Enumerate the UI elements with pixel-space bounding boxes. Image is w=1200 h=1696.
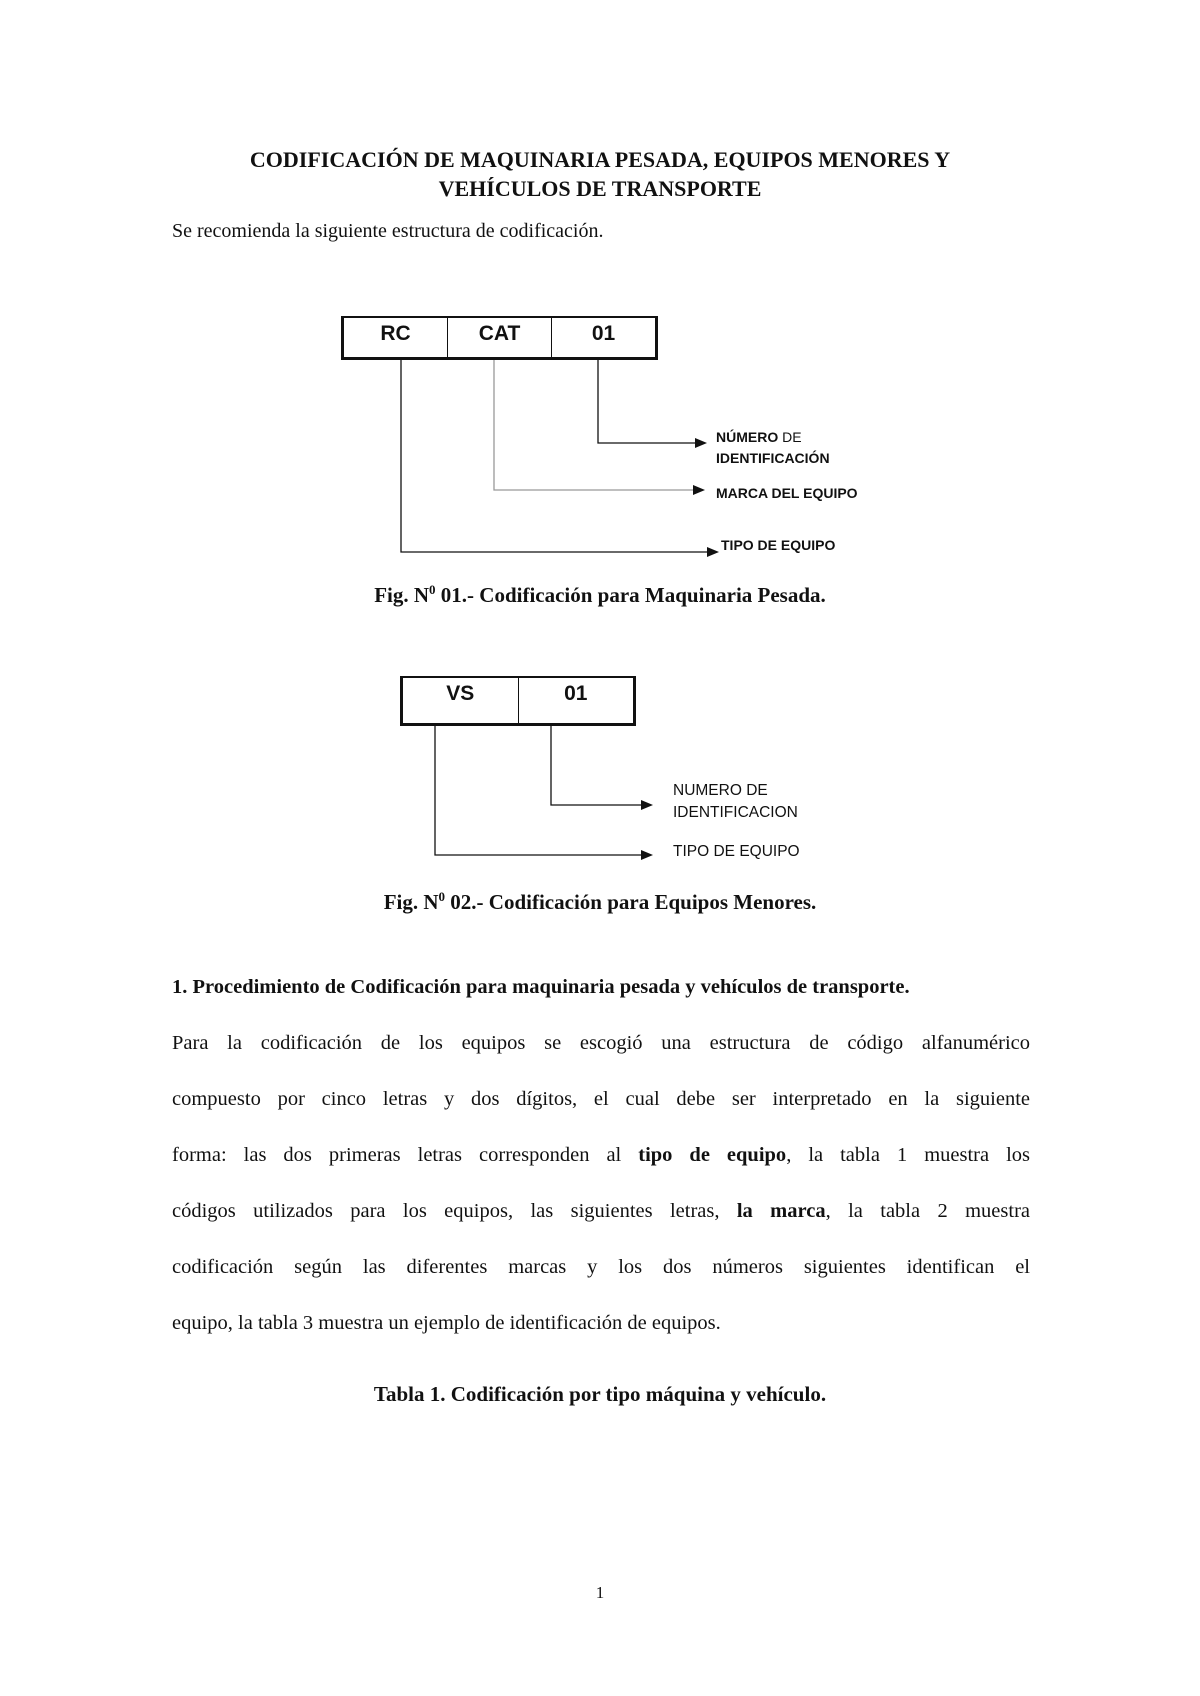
title-line-1: CODIFICACIÓN DE MAQUINARIA PESADA, EQUIPOS MENORES Y: [249, 147, 951, 172]
code-cell-type-2: VS: [403, 678, 519, 723]
figure-2-caption: [0, 889, 1200, 915]
paragraph-line-2: compuesto por cinco letras y dos dígitos, el cual debe ser interpretado en la siguiente: [172, 1088, 1030, 1110]
label-tipo-de-equipo-1: TIPO DE EQUIPO: [721, 537, 836, 553]
figure-1-code-box: [341, 316, 658, 360]
paragraph-line-4: [172, 1200, 1030, 1223]
section-1-heading: 1. Procedimiento de Codificación para maquinaria pesada y vehículos de transporte.: [172, 976, 910, 998]
bold-la-marca: la marca: [736, 1200, 826, 1222]
figure-1-caption-prefix: Fig. N: [374, 583, 430, 607]
page-number: 1: [595, 1583, 605, 1602]
label-tipo-de-equipo-2: TIPO DE EQUIPO: [673, 843, 800, 860]
code-cell-number: 01: [591, 322, 616, 345]
table-1-title: Tabla 1. Codificación por tipo máquina y vehículo.: [373, 1382, 827, 1406]
paragraph-line-4-a: códigos utilizados para los equipos, las siguientes letras,: [172, 1200, 737, 1222]
label-identificacion-2: IDENTIFICACION: [673, 804, 798, 821]
label-de-word: DE: [782, 429, 802, 445]
figure-1-caption-text: 01.- Codificación para Maquinaria Pesada.: [435, 583, 826, 607]
code-cell-number-2: 01: [564, 682, 588, 705]
label-numero-identificacion-2: [673, 780, 798, 824]
label-marca-del-equipo: MARCA DEL EQUIPO: [716, 485, 858, 501]
figure-2-caption-sup: 0: [438, 889, 446, 904]
figure-1-caption-sup: 0: [429, 582, 436, 597]
code-cell-type: RC: [344, 318, 448, 357]
intro-text: Se recomienda la siguiente estructura de codificación.: [172, 220, 604, 242]
paragraph-line-5: codificación según las diferentes marcas y los dos números siguientes identifican el: [172, 1256, 1030, 1278]
paragraph-line-3-c: , la tabla 1 muestra los: [786, 1144, 1031, 1166]
label-numero-word: NÚMERO: [716, 429, 779, 445]
bold-tipo-de-equipo: tipo de equipo: [638, 1144, 787, 1166]
label-numero-identificacion: [716, 427, 830, 469]
figure-2-caption-prefix: Fig. N: [383, 890, 439, 914]
paragraph-line-4-c: , la tabla 2 muestra: [825, 1200, 1030, 1222]
paragraph-line-6: equipo, la tabla 3 muestra un ejemplo de identificación de equipos.: [172, 1312, 721, 1334]
paragraph-line-1: Para la codificación de los equipos se escogió una estructura de código alfanumérico: [172, 1032, 1030, 1054]
label-identificacion-word: IDENTIFICACIÓN: [716, 450, 830, 466]
figure-2-caption-text: 02.- Codificación para Equipos Menores.: [445, 890, 817, 914]
figure-2-code-box: [400, 676, 636, 726]
figure-1-caption: [0, 582, 1200, 608]
paragraph-line-3: [172, 1144, 1030, 1167]
title-line-2: VEHÍCULOS DE TRANSPORTE: [438, 176, 762, 201]
label-numero-de-2: NUMERO DE: [673, 782, 768, 799]
paragraph-line-3-a: forma: las dos primeras letras corresponden al: [172, 1144, 639, 1166]
code-cell-brand: CAT: [448, 318, 552, 357]
